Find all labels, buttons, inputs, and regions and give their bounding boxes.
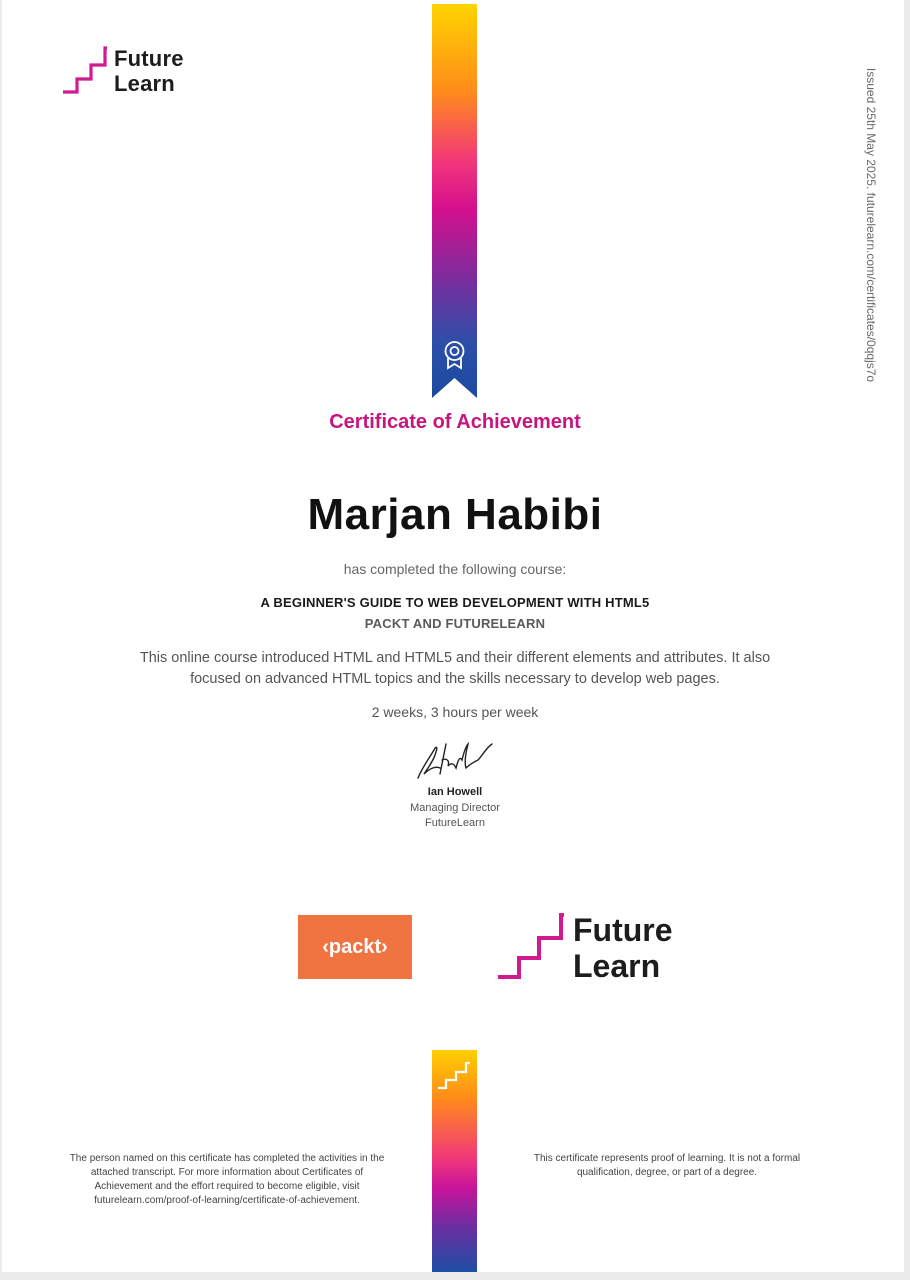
logo-word-learn: Learn xyxy=(573,948,661,984)
course-provider: PACKT AND FUTURELEARN xyxy=(364,616,546,631)
signature-image xyxy=(412,738,498,787)
certificate-title: Certificate of Achievement xyxy=(329,411,581,433)
stairs-icon xyxy=(497,913,569,981)
signatory-name: Ian Howell xyxy=(427,786,483,798)
logo-word-future: Future xyxy=(114,46,184,71)
footer-line: futurelearn.com/proof-of-learning/certificate-of-achievement. xyxy=(94,1195,360,1206)
course-title: A BEGINNER'S GUIDE TO WEB DEVELOPMENT WITH HTML5 xyxy=(260,595,650,610)
footer-line: attached transcript. For more information about Certificates of xyxy=(90,1167,364,1178)
logo-word-learn: Learn xyxy=(114,71,175,96)
completed-statement: has completed the following course: xyxy=(343,561,567,577)
footer-note-right xyxy=(505,1152,829,1180)
description-line: This online course introduced HTML and HTML5 and their different elements and attributes. It also xyxy=(139,650,771,666)
footer-line: Achievement and the effort required to become eligible, visit xyxy=(94,1181,360,1192)
footer-line: qualification, degree, or part of a degree. xyxy=(576,1167,758,1178)
stairs-icon xyxy=(432,1050,477,1100)
footer-line: The person named on this certificate has completed the activities in the xyxy=(69,1153,385,1164)
futurelearn-logo xyxy=(62,46,202,98)
course-description xyxy=(120,648,790,690)
signatory-role: Managing Director xyxy=(410,802,500,814)
award-ribbon xyxy=(432,4,477,398)
footer-note-left xyxy=(46,1152,408,1208)
logo-word-future: Future xyxy=(573,912,673,948)
futurelearn-partner-logo xyxy=(497,913,697,983)
signatory-organisation: FutureLearn xyxy=(425,817,485,829)
bottom-ribbon xyxy=(432,1050,477,1272)
packt-logo: ‹packt› xyxy=(298,915,412,979)
course-duration: 2 weeks, 3 hours per week xyxy=(371,704,539,720)
issued-text: Issued 25th May 2025. futurelearn.com/certificates/0qqjs7o xyxy=(864,67,878,383)
issued-info xyxy=(866,60,880,390)
recipient-name: Marjan Habibi xyxy=(307,490,603,539)
footer-line: This certificate represents proof of learning. It is not a formal xyxy=(533,1153,801,1164)
stairs-icon xyxy=(62,46,110,94)
description-line: focused on advanced HTML topics and the skills necessary to develop web pages. xyxy=(190,671,720,687)
